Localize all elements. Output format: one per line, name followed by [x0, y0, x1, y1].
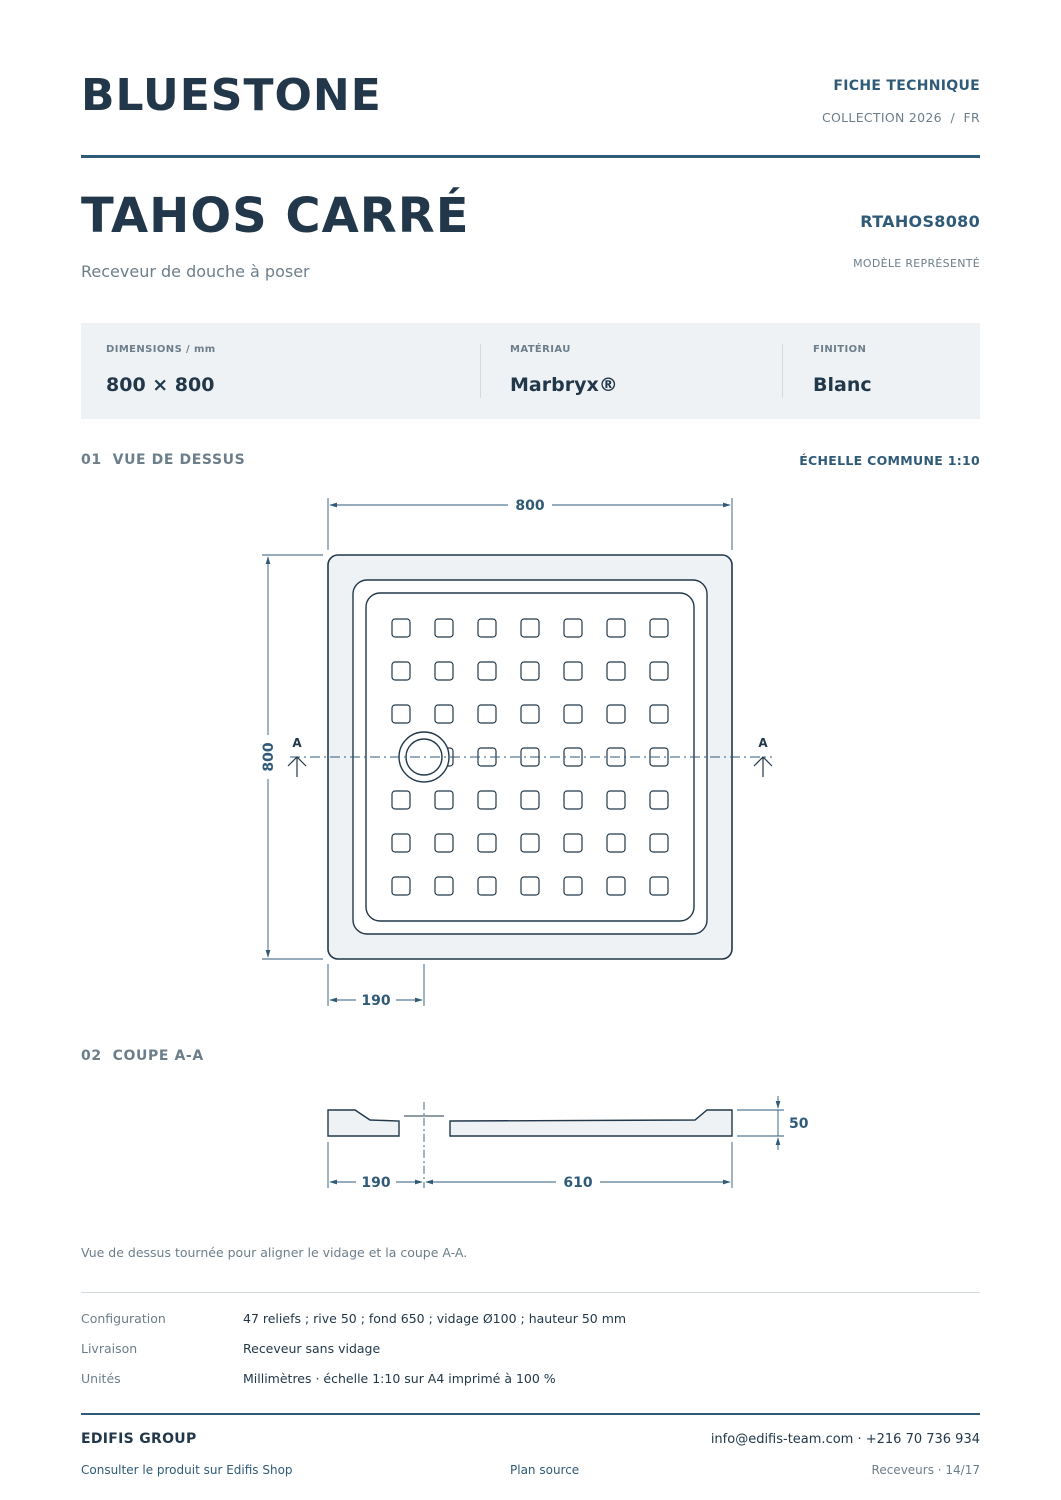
- collection-label: COLLECTION 2026 / FR: [822, 110, 980, 125]
- relief-pad: [478, 791, 496, 809]
- dim-drain-offset-label: 190: [361, 993, 391, 1009]
- relief-pad: [435, 705, 453, 723]
- relief-pad: [478, 619, 496, 637]
- relief-pad: [478, 705, 496, 723]
- spec-label: DIMENSIONS / mm: [106, 344, 216, 355]
- detail-value-units: Millimètres · échelle 1:10 sur A4 imprimé à 100 %: [243, 1371, 556, 1386]
- dim-cut-height-label: 50: [789, 1116, 809, 1132]
- spec-value: Blanc: [813, 374, 872, 396]
- relief-pad: [607, 619, 625, 637]
- relief-pad: [607, 791, 625, 809]
- detail-label-delivery: Livraison: [81, 1341, 138, 1356]
- section-title-cut-view: 02 COUPE A-A: [81, 1048, 204, 1064]
- document-type: FICHE TECHNIQUE: [833, 78, 980, 94]
- spec-value: Marbryx®: [510, 374, 618, 396]
- dim-width-label: 800: [515, 498, 545, 514]
- relief-pad: [521, 791, 539, 809]
- relief-pad: [435, 662, 453, 680]
- dim-height-label: 800: [261, 742, 277, 772]
- shop-link[interactable]: Consulter le produit sur Edifis Shop: [81, 1463, 293, 1477]
- dim-cut-left-label: 190: [361, 1175, 391, 1191]
- relief-pad: [392, 834, 410, 852]
- relief-pad: [650, 877, 668, 895]
- relief-pad: [564, 705, 582, 723]
- relief-pad: [564, 619, 582, 637]
- relief-pad: [435, 877, 453, 895]
- relief-pad: [392, 662, 410, 680]
- relief-pad: [478, 662, 496, 680]
- contact-info: info@edifis-team.com · +216 70 736 934: [710, 1432, 980, 1447]
- relief-pad: [478, 877, 496, 895]
- relief-pad: [607, 834, 625, 852]
- company-name: EDIFIS GROUP: [81, 1431, 197, 1447]
- relief-pad: [521, 662, 539, 680]
- relief-pad: [392, 619, 410, 637]
- details-divider: [81, 1292, 980, 1293]
- relief-pad: [521, 834, 539, 852]
- relief-pad: [521, 619, 539, 637]
- product-title: TAHOS CARRÉ: [81, 188, 470, 244]
- detail-label-configuration: Configuration: [81, 1311, 166, 1326]
- drawing-caption: Vue de dessus tournée pour aligner le vidage et la coupe A-A.: [81, 1245, 468, 1260]
- product-subtitle: Receveur de douche à poser: [81, 262, 310, 281]
- relief-pad: [564, 662, 582, 680]
- relief-pad: [392, 791, 410, 809]
- relief-pad: [478, 834, 496, 852]
- relief-pad: [435, 834, 453, 852]
- relief-pad: [564, 834, 582, 852]
- detail-value-configuration: 47 reliefs ; rive 50 ; fond 650 ; vidage Ø100 ; hauteur 50 mm: [243, 1311, 627, 1326]
- relief-pad: [435, 619, 453, 637]
- detail-label-units: Unités: [81, 1371, 121, 1386]
- relief-pad: [521, 705, 539, 723]
- cut-profile-left: [328, 1110, 399, 1136]
- relief-pad: [392, 705, 410, 723]
- spec-label: MATÉRIAU: [510, 344, 571, 355]
- relief-pad: [607, 662, 625, 680]
- cut-profile-right: [450, 1110, 732, 1136]
- relief-pad: [650, 662, 668, 680]
- relief-pad: [564, 877, 582, 895]
- detail-value-delivery: Receveur sans vidage: [243, 1341, 381, 1356]
- relief-pad: [392, 877, 410, 895]
- relief-pad: [650, 834, 668, 852]
- product-code: RTAHOS8080: [860, 212, 980, 231]
- relief-pad: [607, 877, 625, 895]
- scale-note: ÉCHELLE COMMUNE 1:10: [799, 453, 980, 468]
- section-title-top-view: 01 VUE DE DESSUS: [81, 452, 246, 468]
- spec-value: 800 × 800: [106, 374, 215, 396]
- footer-divider: [81, 1413, 980, 1415]
- relief-pad: [521, 877, 539, 895]
- dim-cut-right-label: 610: [563, 1175, 593, 1191]
- page-indicator: Receveurs · 14/17: [871, 1463, 980, 1477]
- relief-pad: [650, 705, 668, 723]
- model-note: MODÈLE REPRÉSENTÉ: [853, 257, 980, 270]
- spec-label: FINITION: [813, 344, 867, 355]
- relief-pad: [564, 791, 582, 809]
- section-marker-right: A: [758, 736, 768, 750]
- relief-pad: [607, 705, 625, 723]
- relief-pad: [650, 791, 668, 809]
- relief-pad: [435, 791, 453, 809]
- section-marker-left: A: [292, 736, 302, 750]
- source-link[interactable]: Plan source: [510, 1463, 580, 1477]
- relief-pad: [650, 619, 668, 637]
- brand-name: BLUESTONE: [81, 70, 382, 121]
